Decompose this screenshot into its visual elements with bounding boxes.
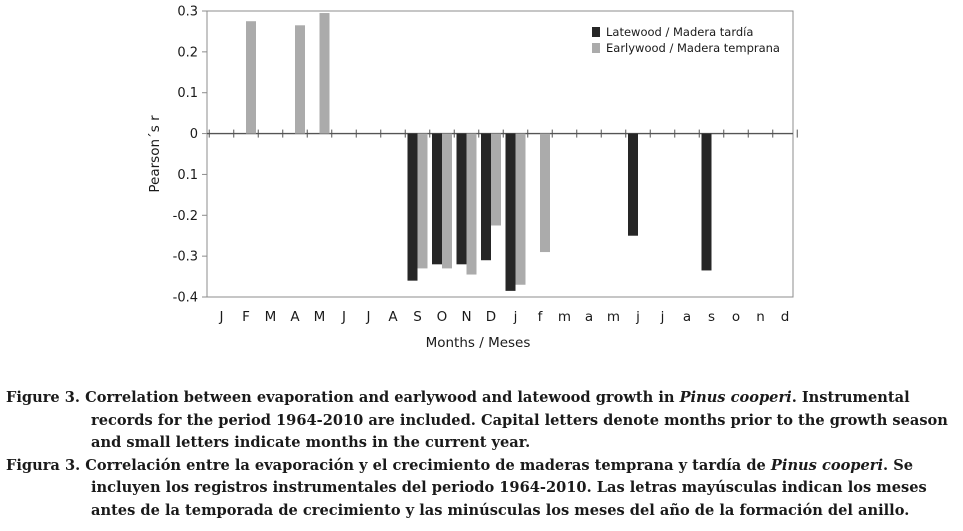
legend bbox=[592, 25, 780, 55]
x-tick-label: a bbox=[682, 309, 692, 325]
y-axis-title: Pearson´s r bbox=[147, 115, 163, 193]
earlywood-bar bbox=[418, 134, 428, 269]
x-tick-label: M bbox=[264, 309, 277, 325]
earlywood-bar bbox=[442, 134, 452, 269]
caption-english-rest: . Instrumental records for the period 1964-2010 are included. Capital letters denote months prior to the growth season and small letters indicate months in the current year. bbox=[91, 389, 948, 451]
caption-spanish bbox=[6, 455, 958, 523]
x-tick-label: J bbox=[219, 309, 224, 325]
x-tick-label: j bbox=[513, 309, 518, 325]
legend-label: Latewood / Madera tardía bbox=[606, 25, 754, 39]
x-tick-label: S bbox=[413, 309, 422, 325]
x-axis-title: Months / Meses bbox=[425, 335, 531, 351]
x-tick-label: J bbox=[342, 309, 346, 325]
x-tick-label: M bbox=[313, 309, 326, 325]
latewood-bar bbox=[506, 134, 516, 291]
earlywood-bar bbox=[246, 21, 256, 133]
caption-spanish-species: Pinus cooperi bbox=[770, 456, 884, 474]
x-tick-label: n bbox=[756, 309, 765, 325]
caption-spanish-rest: . Se incluyen los registros instrumentales del periodo 1964-2010. Las letras mayúsculas indican los meses antes de la temporada de crecimiento y las minúsculas los meses del año de la formación del anillo. bbox=[91, 456, 927, 519]
latewood-bar bbox=[481, 134, 491, 261]
x-tick-label: D bbox=[485, 309, 497, 325]
y-tick-label: 0 bbox=[189, 127, 198, 143]
y-tick-label: -0.4 bbox=[172, 290, 198, 306]
legend-swatch bbox=[592, 27, 600, 37]
legend-swatch bbox=[592, 43, 600, 53]
y-ticks bbox=[173, 5, 207, 306]
x-tick-label: d bbox=[780, 309, 790, 325]
figure-caption bbox=[6, 387, 958, 522]
latewood-bar bbox=[457, 134, 467, 265]
x-tick-label: j bbox=[636, 309, 640, 325]
earlywood-bar bbox=[467, 134, 477, 275]
y-tick-label: -0.3 bbox=[172, 249, 198, 265]
y-tick-label: -0.2 bbox=[172, 208, 198, 224]
x-tick-label: f bbox=[537, 309, 543, 325]
earlywood-bar bbox=[320, 13, 330, 134]
caption-english bbox=[6, 387, 958, 455]
x-tick-label: o bbox=[731, 309, 741, 325]
caption-spanish-lead: Figura 3. Correlación entre la evaporación y el crecimiento de maderas temprana y tardía de bbox=[6, 456, 771, 474]
y-tick-label: 0.3 bbox=[177, 4, 198, 20]
caption-english-lead: Figure 3. Correlation between evaporation and earlywood and latewood growth in bbox=[6, 389, 680, 406]
x-tick-label: F bbox=[242, 309, 250, 325]
earlywood-bar bbox=[540, 134, 550, 252]
x-tick-label: O bbox=[436, 309, 448, 325]
y-tick-label: 0.1 bbox=[177, 167, 198, 183]
x-tick-label: A bbox=[290, 309, 300, 325]
x-tick-label: s bbox=[707, 309, 716, 325]
earlywood-bar bbox=[491, 134, 501, 226]
earlywood-bar bbox=[516, 134, 526, 285]
x-tick-label: m bbox=[606, 309, 621, 325]
legend-label: Earlywood / Madera temprana bbox=[606, 41, 780, 55]
latewood-bar bbox=[432, 134, 442, 265]
latewood-bar bbox=[702, 134, 712, 271]
x-tick-label: J bbox=[366, 309, 371, 325]
x-tick-label: N bbox=[461, 309, 472, 325]
latewood-bar bbox=[408, 134, 418, 281]
earlywood-bar bbox=[295, 25, 305, 133]
x-tick-labels bbox=[219, 309, 790, 325]
x-tick-label: A bbox=[388, 309, 398, 325]
y-tick-label: 0.2 bbox=[177, 45, 198, 61]
x-tick-label: a bbox=[584, 309, 594, 325]
x-tick-label: m bbox=[557, 309, 572, 325]
latewood-bar bbox=[628, 134, 638, 236]
y-tick-label: 0.1 bbox=[177, 86, 198, 102]
caption-english-species: Pinus cooperi bbox=[679, 389, 792, 406]
x-tick-label: j bbox=[660, 309, 665, 325]
